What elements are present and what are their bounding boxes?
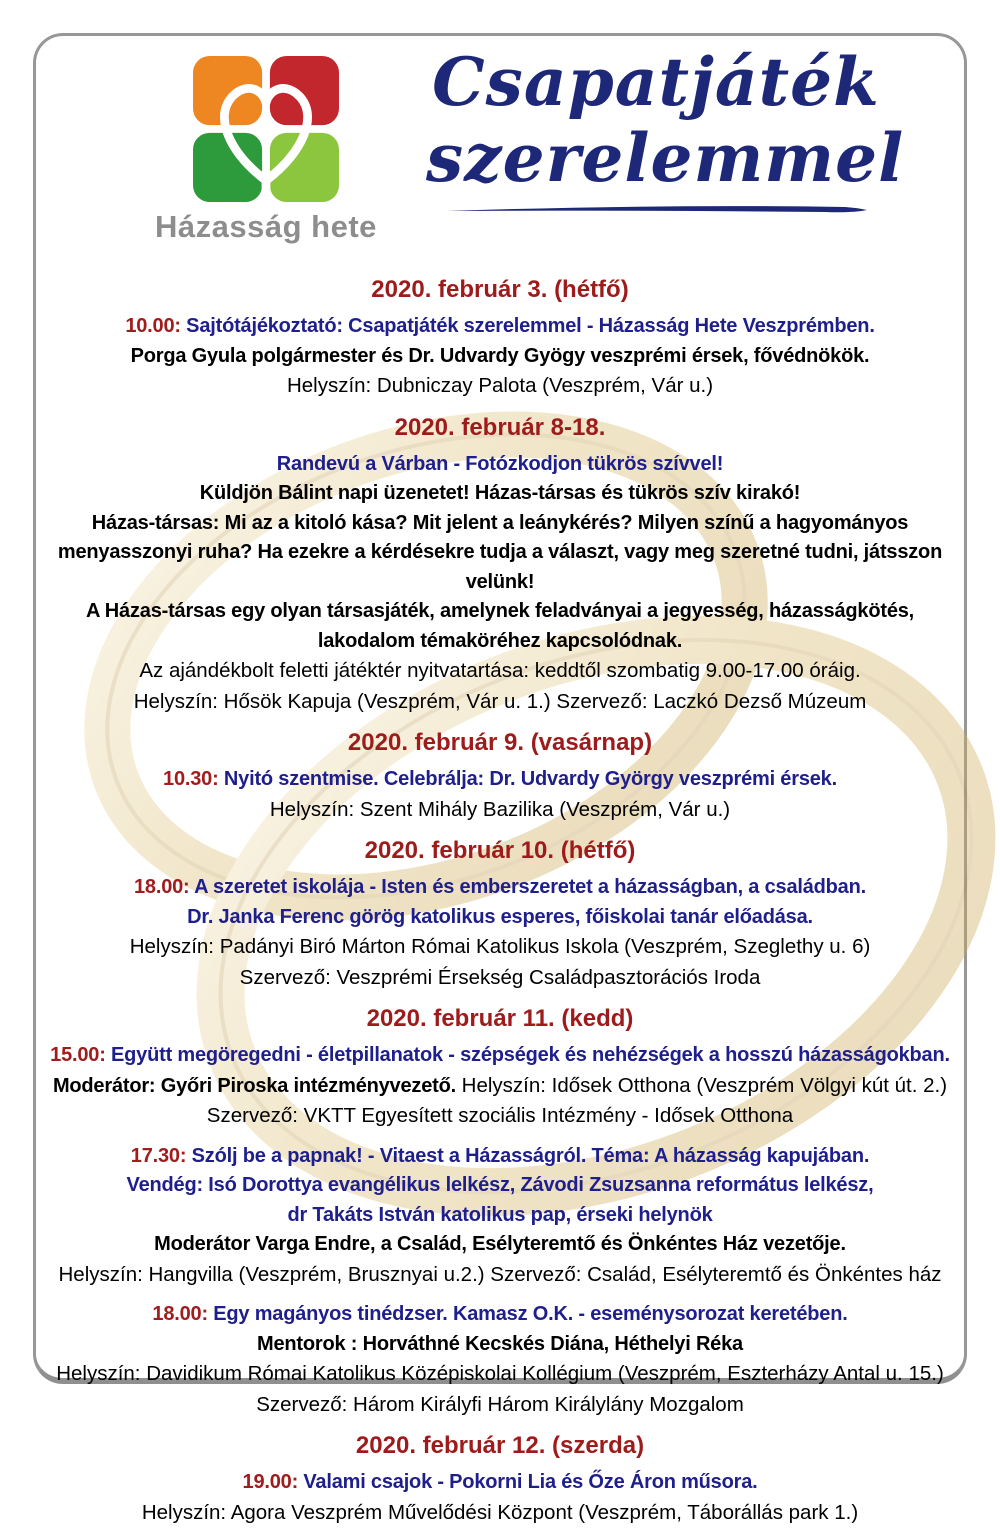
hazassag-hete-logo (111, 56, 421, 245)
event-text: Helyszín: Idősek Otthona (Veszprém Völgyi kút út. 2.) (456, 1074, 947, 1097)
event-time: 10.30: (163, 768, 219, 790)
event-line (48, 1359, 952, 1390)
event-text: Sajtótájékoztató: Csapatjáték szerelemmel - Házasság Hete Veszprémben. (181, 315, 875, 337)
header (36, 36, 964, 258)
event-line (48, 1071, 952, 1102)
event-text: Együtt megöregedni - életpillanatok - szépségek és nehézségek a hosszú házasságokban. (106, 1044, 950, 1066)
title-line-1: Csapatjáték (426, 44, 886, 120)
event-text: A szeretet iskolája - Isten és emberszeretet a házasságban, a családban. (190, 876, 866, 898)
event-text: dr Takáts István katolikus pap, érseki helynök (287, 1204, 712, 1226)
event-line (48, 342, 952, 372)
event-text: Szervező: Három Királyfi Három Királylány Mozgalom (256, 1393, 744, 1416)
event-text: Mentorok : Horváthné Kecskés Diána, Héthelyi Réka (257, 1333, 743, 1355)
event-line (48, 1330, 952, 1360)
event-time: 17.30: (131, 1145, 187, 1167)
event-line (48, 1171, 952, 1201)
date-heading: 2020. február 8-18. (48, 413, 952, 443)
event-line (48, 597, 952, 627)
event-text: Porga Gyula polgármester és Dr. Udvardy Gyögy veszprémi érsek, fővédnökök. (131, 345, 870, 367)
schedule (36, 258, 964, 1528)
event-time: 19.00: (243, 1471, 299, 1493)
event-line (48, 538, 952, 597)
date-heading: 2020. február 11. (kedd) (48, 1004, 952, 1034)
flyer-page (33, 33, 967, 1384)
event-text: Az ajándékbolt feletti játéktér nyitvatartása: keddtől szombatig 9.00-17.00 óráig. (139, 659, 860, 682)
event-text: Nyitó szentmise. Celebrálja: Dr. Udvardy György veszprémi érsek. (219, 768, 837, 790)
event-text: Szólj be a papnak! - Vitaest a Házasságról. Téma: A házasság kapujában. (186, 1145, 869, 1167)
event-line (48, 1468, 952, 1498)
title-underline-swash (445, 200, 875, 216)
event-line (48, 1230, 952, 1260)
date-heading: 2020. február 9. (vasárnap) (48, 728, 952, 758)
event-line (48, 1300, 952, 1330)
event-text: Helyszín: Padányi Biró Márton Római Katolikus Iskola (Veszprém, Szeglethy u. 6) (130, 935, 871, 958)
flyer-title (426, 44, 886, 221)
event-text: Egy magányos tinédzser. Kamasz O.K. - eseménysorozat keretében. (208, 1303, 848, 1325)
event-time: 18.00: (152, 1303, 208, 1325)
event-text: Dr. Janka Ferenc görög katolikus esperes, főiskolai tanár előadása. (187, 906, 813, 928)
date-heading: 2020. február 12. (szerda) (48, 1431, 952, 1461)
event-line (48, 656, 952, 687)
event-line (48, 687, 952, 718)
event-line (48, 1142, 952, 1172)
event-text: A Házas-társas egy olyan társasjáték, amelynek feladványai a jegyesség, házasságkötés, (86, 600, 914, 622)
event-text: Helyszín: Hősök Kapuja (Veszprém, Vár u. 1.) Szervező: Laczkó Dezső Múzeum (134, 690, 867, 713)
heart-squares-icon (192, 56, 340, 202)
event-line (48, 963, 952, 994)
event-text: Küldjön Bálint napi üzenetet! Házas-társas és tükrös szív kirakó! (200, 482, 801, 504)
event-line (48, 765, 952, 795)
event-line (48, 1101, 952, 1132)
event-text: Helyszín: Davidikum Római Katolikus Középiskolai Kollégium (Veszprém, Eszterházy Antal u. 15.) (56, 1362, 944, 1385)
event-line (48, 312, 952, 342)
event-block (48, 312, 952, 402)
event-line (48, 450, 952, 480)
event-text: Randevú a Várban - Fotózkodjon tükrös szívvel! (277, 453, 723, 475)
event-line (48, 873, 952, 903)
event-block (48, 765, 952, 825)
event-block (48, 1300, 952, 1420)
event-line (48, 795, 952, 826)
event-text: menyasszonyi ruha? Ha ezekre a kérdésekre tudja a választ, vagy meg szeretné tudni, játsszon velünk! (58, 541, 942, 593)
event-line (48, 509, 952, 539)
event-line (48, 371, 952, 402)
event-time: 18.00: (134, 876, 190, 898)
event-text: Valami csajok - Pokorni Lia és Őze Áron műsora. (298, 1471, 757, 1493)
event-block (48, 1142, 952, 1291)
event-block (48, 1041, 952, 1132)
logo-title: Házasság hete (111, 209, 421, 245)
event-line (48, 627, 952, 657)
event-text: Helyszín: Hangvilla (Veszprém, Brusznyai u.2.) Szervező: Család, Esélyteremtő és Önkéntes ház (58, 1263, 941, 1286)
event-line (48, 932, 952, 963)
title-line-2: szerelemmel (426, 120, 886, 196)
event-line (48, 1201, 952, 1231)
event-line (48, 1498, 952, 1528)
event-line (48, 1260, 952, 1291)
event-time: 10.00: (125, 315, 181, 337)
event-text: Helyszín: Dubniczay Palota (Veszprém, Vár u.) (287, 374, 713, 397)
event-line (48, 479, 952, 509)
event-line (48, 903, 952, 933)
event-text: Helyszín: Szent Mihály Bazilika (Veszprém, Vár u.) (270, 798, 730, 821)
event-text: Szervező: VKTT Egyesített szociális Intézmény - Idősek Otthona (207, 1104, 793, 1127)
event-text: lakodalom témaköréhez kapcsolódnak. (318, 630, 682, 652)
event-line (48, 1390, 952, 1421)
event-text: Házas-társas: Mi az a kitoló kása? Mit jelent a leánykérés? Milyen színű a hagyományos (92, 512, 908, 534)
date-heading: 2020. február 10. (hétfő) (48, 836, 952, 866)
event-line (48, 1041, 952, 1071)
event-text: Moderátor: Győri Piroska intézményvezető. (53, 1075, 456, 1097)
event-text: Szervező: Veszprémi Érsekség Családpasztorációs Iroda (240, 966, 761, 989)
event-text: Vendég: Isó Dorottya evangélikus lelkész, Závodi Zsuzsanna református lelkész, (127, 1174, 874, 1196)
date-heading: 2020. február 3. (hétfő) (48, 275, 952, 305)
event-text: Moderátor Varga Endre, a Család, Esélyteremtő és Önkéntes Ház vezetője. (154, 1233, 846, 1255)
event-block (48, 450, 952, 718)
event-time: 15.00: (50, 1044, 106, 1066)
event-block (48, 1468, 952, 1528)
event-text: Helyszín: Agora Veszprém Művelődési Központ (Veszprém, Táborállás park 1.) (142, 1501, 858, 1524)
event-block (48, 873, 952, 993)
